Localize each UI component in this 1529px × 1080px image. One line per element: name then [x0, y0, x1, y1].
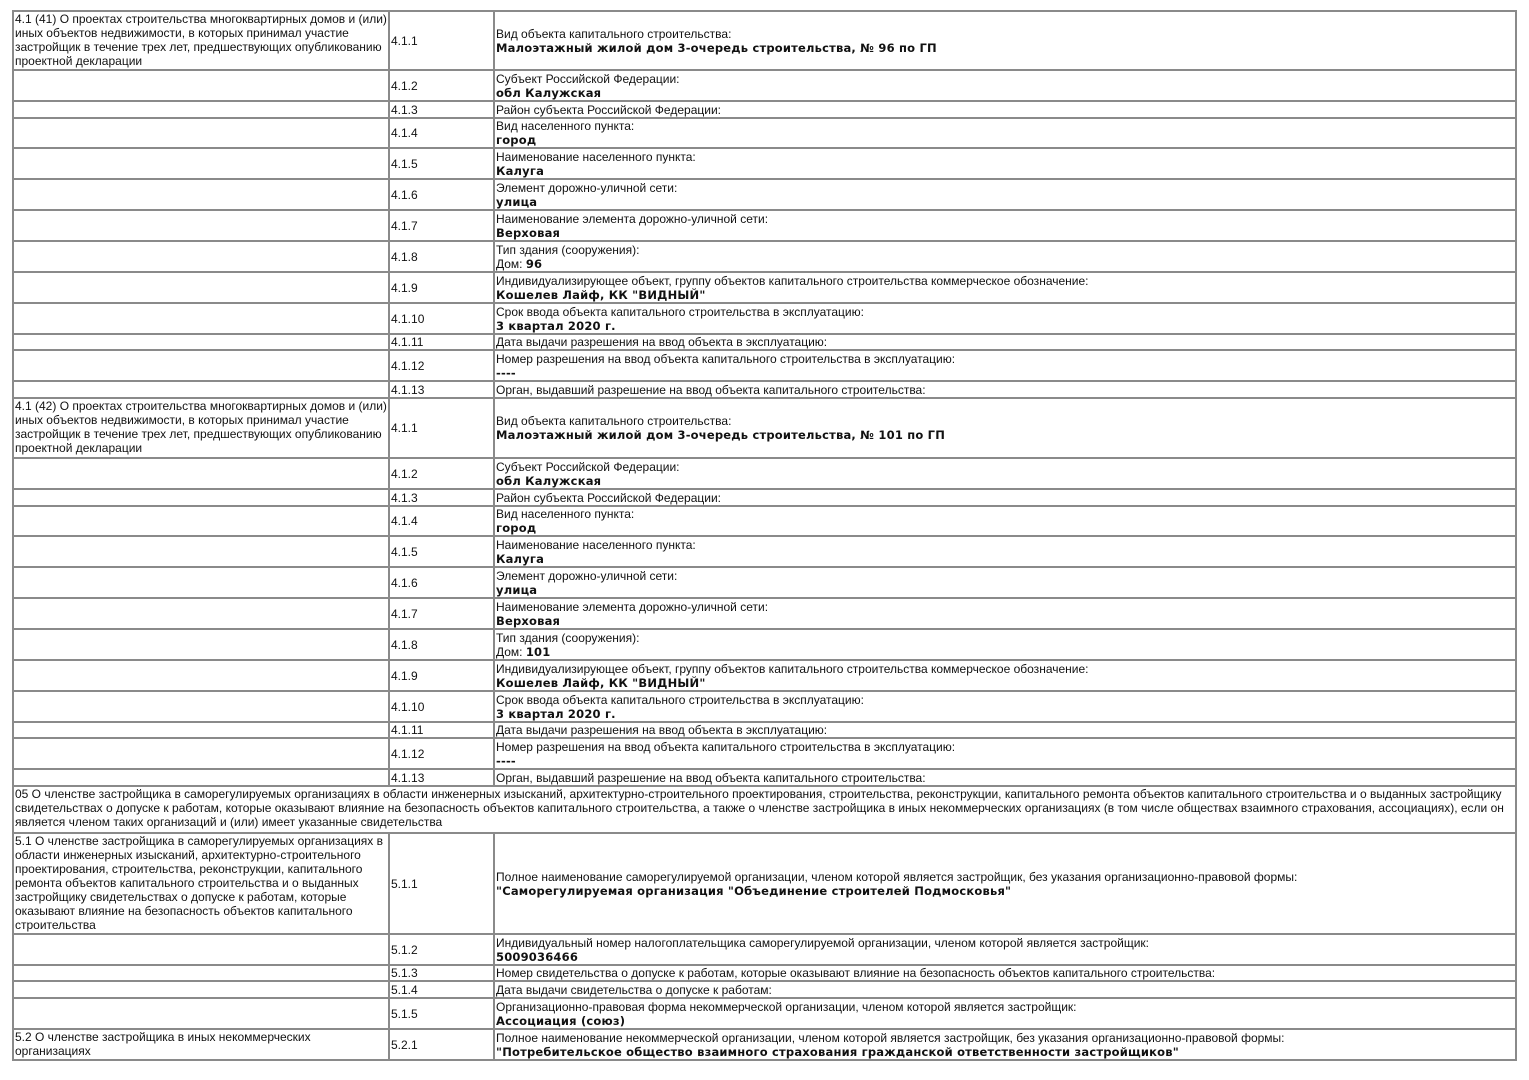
item-value-text: Кошелев Лайф, КК "ВИДНЫЙ" [496, 287, 706, 302]
table-row [13, 536, 1516, 567]
item-label: Срок ввода объекта капитального строительства в эксплуатацию: [496, 304, 864, 319]
section-title [13, 934, 389, 965]
section-title [13, 118, 389, 148]
item-content [494, 660, 1516, 691]
item-value [496, 86, 1514, 100]
item-number: 4.1.12 [389, 350, 494, 381]
item-content [494, 691, 1516, 722]
item-value-text: Ассоциация (союз) [496, 1013, 626, 1028]
item-label: Наименование элемента дорожно-уличной сети: [496, 599, 769, 614]
table-row [13, 1029, 1516, 1060]
section-title [13, 489, 389, 506]
item-value [496, 552, 1514, 566]
section-title [13, 70, 389, 101]
item-number: 5.1.4 [389, 981, 494, 998]
item-number: 4.1.9 [389, 272, 494, 303]
item-value [496, 521, 1514, 535]
item-value-text: ---- [496, 753, 516, 768]
item-value-text: ---- [496, 365, 516, 380]
item-number: 4.1.7 [389, 598, 494, 629]
table-row [13, 458, 1516, 489]
item-value-text: Малоэтажный жилой дом 3-очередь строительства, № 101 по ГП [496, 428, 946, 442]
table-row [13, 70, 1516, 101]
item-value [496, 319, 1514, 333]
item-value-prefix: Дом: [496, 256, 526, 271]
item-value [496, 676, 1514, 690]
table-row [13, 303, 1516, 334]
section-title [13, 350, 389, 381]
item-number: 4.1.13 [389, 381, 494, 398]
section-title [13, 536, 389, 567]
item-content [494, 350, 1516, 381]
item-content [494, 998, 1516, 1029]
item-label: Дата выдачи разрешения на ввод объекта в эксплуатацию: [496, 335, 828, 349]
item-label: Наименование элемента дорожно-уличной сети: [496, 211, 769, 226]
section-title [13, 179, 389, 210]
section-title [13, 272, 389, 303]
table-row [13, 489, 1516, 506]
item-label: Индивидуальный номер налогоплательщика саморегулируемой организации, членом которой является застройщик: [496, 935, 1150, 950]
item-content [494, 489, 1516, 506]
item-number: 5.2.1 [389, 1029, 494, 1060]
item-value [496, 645, 1514, 659]
item-label: Наименование населенного пункта: [496, 537, 696, 552]
item-content [494, 833, 1516, 934]
table-row [13, 998, 1516, 1029]
table-row [13, 101, 1516, 118]
item-value [496, 226, 1514, 240]
item-number: 4.1.2 [389, 458, 494, 489]
item-number: 4.1.1 [389, 398, 494, 458]
table-row [13, 722, 1516, 738]
item-content [494, 458, 1516, 489]
table-row [13, 334, 1516, 350]
item-number: 4.1.9 [389, 660, 494, 691]
table-row [13, 598, 1516, 629]
item-value [496, 614, 1514, 628]
section-title [13, 598, 389, 629]
item-label: Индивидуализирующее объект, группу объектов капитального строительства коммерческое обозначение: [496, 273, 1089, 288]
item-content [494, 101, 1516, 118]
item-label: Орган, выдавший разрешение на ввод объекта капитального строительства: [496, 382, 926, 397]
table-row [13, 148, 1516, 179]
item-content [494, 769, 1516, 786]
item-content [494, 981, 1516, 998]
item-value-text: 96 [525, 256, 543, 271]
item-content [494, 398, 1516, 458]
section-title [13, 769, 389, 786]
section-title [13, 722, 389, 738]
section-heading: 05 О членстве застройщика в саморегулируемых организациях в области инженерных изысканий, архитектурно-строительного проектирования, строительства, реконструкции, капитального ремонта объектов капитального строительства и о выданных застройщику свидетельствах о допуске к работам, которые оказывают влияние на безопасность объектов капитального строительства, а также о членстве застройщика в иных некоммерческих организациях (в том числе обществах взаимного страхования, ассоциациях), если он является членом таких организаций и (или) имеет указанные свидетельства [13, 786, 1516, 833]
item-value-text: Калуга [496, 551, 545, 566]
item-number: 4.1.10 [389, 691, 494, 722]
item-number: 5.1.3 [389, 965, 494, 981]
item-value [496, 257, 1514, 271]
item-value [496, 288, 1514, 302]
item-content [494, 567, 1516, 598]
item-number: 4.1.6 [389, 179, 494, 210]
item-label: Дата выдачи свидетельства о допуске к работам: [496, 982, 772, 997]
item-number: 5.1.1 [389, 833, 494, 934]
table-row [13, 629, 1516, 660]
item-label: Организационно-правовая форма некоммерческой организации, членом которой является застройщик: [496, 999, 1077, 1014]
item-number: 4.1.7 [389, 210, 494, 241]
item-content [494, 11, 1516, 70]
item-number: 4.1.6 [389, 567, 494, 598]
item-value [496, 41, 1514, 55]
table-row [13, 833, 1516, 934]
item-label: Район субъекта Российской Федерации: [496, 490, 721, 505]
item-number: 4.1.12 [389, 738, 494, 769]
table-row [13, 272, 1516, 303]
item-number: 4.1.2 [389, 70, 494, 101]
item-label: Тип здания (сооружения): [496, 630, 640, 645]
item-value [496, 884, 1514, 898]
item-label: Субъект Российской Федерации: [496, 459, 680, 474]
table-row [13, 567, 1516, 598]
item-content [494, 381, 1516, 398]
item-value-text: улица [496, 582, 538, 597]
table-row [13, 118, 1516, 148]
section-title [13, 691, 389, 722]
item-number: 4.1.1 [389, 11, 494, 70]
table-row [13, 981, 1516, 998]
item-number: 4.1.8 [389, 629, 494, 660]
table-row [13, 381, 1516, 398]
item-label: Номер разрешения на ввод объекта капитального строительства в эксплуатацию: [496, 351, 956, 366]
section-title: 5.1 О членстве застройщика в саморегулируемых организациях в области инженерных изысканий, архитектурно-строительного проектирования, строительства, реконструкции, капитального ремонта объектов капитального строительства и о выданных застройщику свидетельствах о допуске к работам, которые оказывают влияние на безопасность объектов капитального строительства [13, 833, 389, 934]
section-title [13, 210, 389, 241]
table-row [13, 241, 1516, 272]
item-value [496, 1045, 1514, 1059]
section-title [13, 998, 389, 1029]
item-content [494, 334, 1516, 350]
item-value-text: Верховая [496, 225, 561, 240]
item-content [494, 118, 1516, 148]
item-value-text: 5009036466 [496, 949, 579, 964]
item-number: 4.1.8 [389, 241, 494, 272]
item-value-text: обл Калужская [496, 85, 602, 100]
item-number: 4.1.5 [389, 148, 494, 179]
item-value-text: город [496, 133, 537, 147]
item-value [496, 428, 1514, 442]
table-row [13, 11, 1516, 70]
item-number: 4.1.4 [389, 118, 494, 148]
section-title [13, 660, 389, 691]
item-label: Полное наименование некоммерческой организации, членом которой является застройщик, без указания организационно-правовой формы: [496, 1030, 1285, 1045]
item-number: 4.1.5 [389, 536, 494, 567]
item-content [494, 598, 1516, 629]
item-value-text: 101 [525, 644, 551, 659]
table-row [13, 769, 1516, 786]
section-title [13, 101, 389, 118]
item-value-text: Кошелев Лайф, КК "ВИДНЫЙ" [496, 675, 706, 690]
section-title [13, 981, 389, 998]
item-label: Элемент дорожно-уличной сети: [496, 180, 678, 195]
item-content [494, 70, 1516, 101]
item-label: Вид населенного пункта: [496, 507, 635, 521]
item-label: Вид объекта капитального строительства: [496, 414, 732, 428]
item-content [494, 965, 1516, 981]
item-content [494, 210, 1516, 241]
declaration-table [12, 10, 1517, 1061]
item-value-text: 3 квартал 2020 г. [496, 706, 616, 721]
item-content [494, 722, 1516, 738]
item-content [494, 536, 1516, 567]
table-row [13, 350, 1516, 381]
item-value-text: Калуга [496, 163, 545, 178]
item-value-prefix: Дом: [496, 644, 526, 659]
item-number: 4.1.4 [389, 506, 494, 536]
section-title [13, 965, 389, 981]
table-row [13, 660, 1516, 691]
item-number: 4.1.3 [389, 101, 494, 118]
item-value [496, 133, 1514, 147]
table-row [13, 738, 1516, 769]
section-title: 4.1 (42) О проектах строительства многоквартирных домов и (или) иных объектов недвижимости, в которых принимал участие застройщик в течение трех лет, предшествующих опубликованию проектной декларации [13, 398, 389, 458]
item-value [496, 474, 1514, 488]
item-value [496, 583, 1514, 597]
item-label: Индивидуализирующее объект, группу объектов капитального строительства коммерческое обозначение: [496, 661, 1089, 676]
item-value [496, 164, 1514, 178]
item-content [494, 179, 1516, 210]
item-label: Наименование населенного пункта: [496, 149, 696, 164]
item-label: Элемент дорожно-уличной сети: [496, 568, 678, 583]
item-number: 5.1.2 [389, 934, 494, 965]
section-title [13, 303, 389, 334]
item-label: Срок ввода объекта капитального строительства в эксплуатацию: [496, 692, 864, 707]
item-content [494, 1029, 1516, 1060]
item-number: 4.1.13 [389, 769, 494, 786]
item-value-text: "Потребительское общество взаимного страхования гражданской ответственности застройщиков" [496, 1044, 1179, 1059]
item-content [494, 303, 1516, 334]
item-content [494, 241, 1516, 272]
item-label: Номер разрешения на ввод объекта капитального строительства в эксплуатацию: [496, 739, 956, 754]
section-title [13, 458, 389, 489]
item-label: Полное наименование саморегулируемой организации, членом которой является застройщик, без указания организационно-правовой формы: [496, 869, 1298, 884]
item-value [496, 707, 1514, 721]
table-row [13, 506, 1516, 536]
section-title [13, 567, 389, 598]
item-number: 4.1.11 [389, 334, 494, 350]
item-label: Субъект Российской Федерации: [496, 71, 680, 86]
item-content [494, 738, 1516, 769]
table-row [13, 398, 1516, 458]
section-title [13, 148, 389, 179]
item-label: Вид населенного пункта: [496, 119, 635, 133]
item-label: Тип здания (сооружения): [496, 242, 640, 257]
item-content [494, 629, 1516, 660]
item-number: 4.1.3 [389, 489, 494, 506]
item-value-text: улица [496, 194, 538, 209]
item-label: Дата выдачи разрешения на ввод объекта в эксплуатацию: [496, 723, 828, 737]
section-title [13, 334, 389, 350]
item-content [494, 272, 1516, 303]
item-content [494, 934, 1516, 965]
item-value [496, 366, 1514, 380]
item-value [496, 950, 1514, 964]
item-value [496, 1014, 1514, 1028]
section-title: 5.2 О членстве застройщика в иных некоммерческих организациях [13, 1029, 389, 1060]
table-row [13, 691, 1516, 722]
section-title [13, 241, 389, 272]
item-value [496, 195, 1514, 209]
section-title [13, 629, 389, 660]
section-title: 4.1 (41) О проектах строительства многоквартирных домов и (или) иных объектов недвижимости, в которых принимал участие застройщик в течение трех лет, предшествующих опубликованию проектной декларации [13, 11, 389, 70]
item-label: Орган, выдавший разрешение на ввод объекта капитального строительства: [496, 770, 926, 785]
item-value-text: обл Калужская [496, 473, 602, 488]
item-label: Район субъекта Российской Федерации: [496, 102, 721, 117]
table-row [13, 179, 1516, 210]
section-title [13, 738, 389, 769]
item-label: Номер свидетельства о допуске к работам, которые оказывают влияние на безопасность объектов капитального строительства: [496, 966, 1216, 980]
section-title [13, 506, 389, 536]
item-value-text: 3 квартал 2020 г. [496, 318, 616, 333]
item-value-text: Малоэтажный жилой дом 3-очередь строительства, № 96 по ГП [496, 40, 937, 55]
item-number: 4.1.10 [389, 303, 494, 334]
item-content [494, 506, 1516, 536]
item-value [496, 754, 1514, 768]
item-content [494, 148, 1516, 179]
section-heading-row [13, 786, 1516, 833]
item-value-text: Верховая [496, 613, 561, 628]
item-value-text: "Саморегулируемая организация "Объединение строителей Подмосковья" [496, 883, 1012, 898]
table-row [13, 934, 1516, 965]
item-value-text: город [496, 521, 537, 535]
item-number: 5.1.5 [389, 998, 494, 1029]
table-row [13, 965, 1516, 981]
item-number: 4.1.11 [389, 722, 494, 738]
item-label: Вид объекта капитального строительства: [496, 26, 732, 41]
table-row [13, 210, 1516, 241]
section-title [13, 381, 389, 398]
